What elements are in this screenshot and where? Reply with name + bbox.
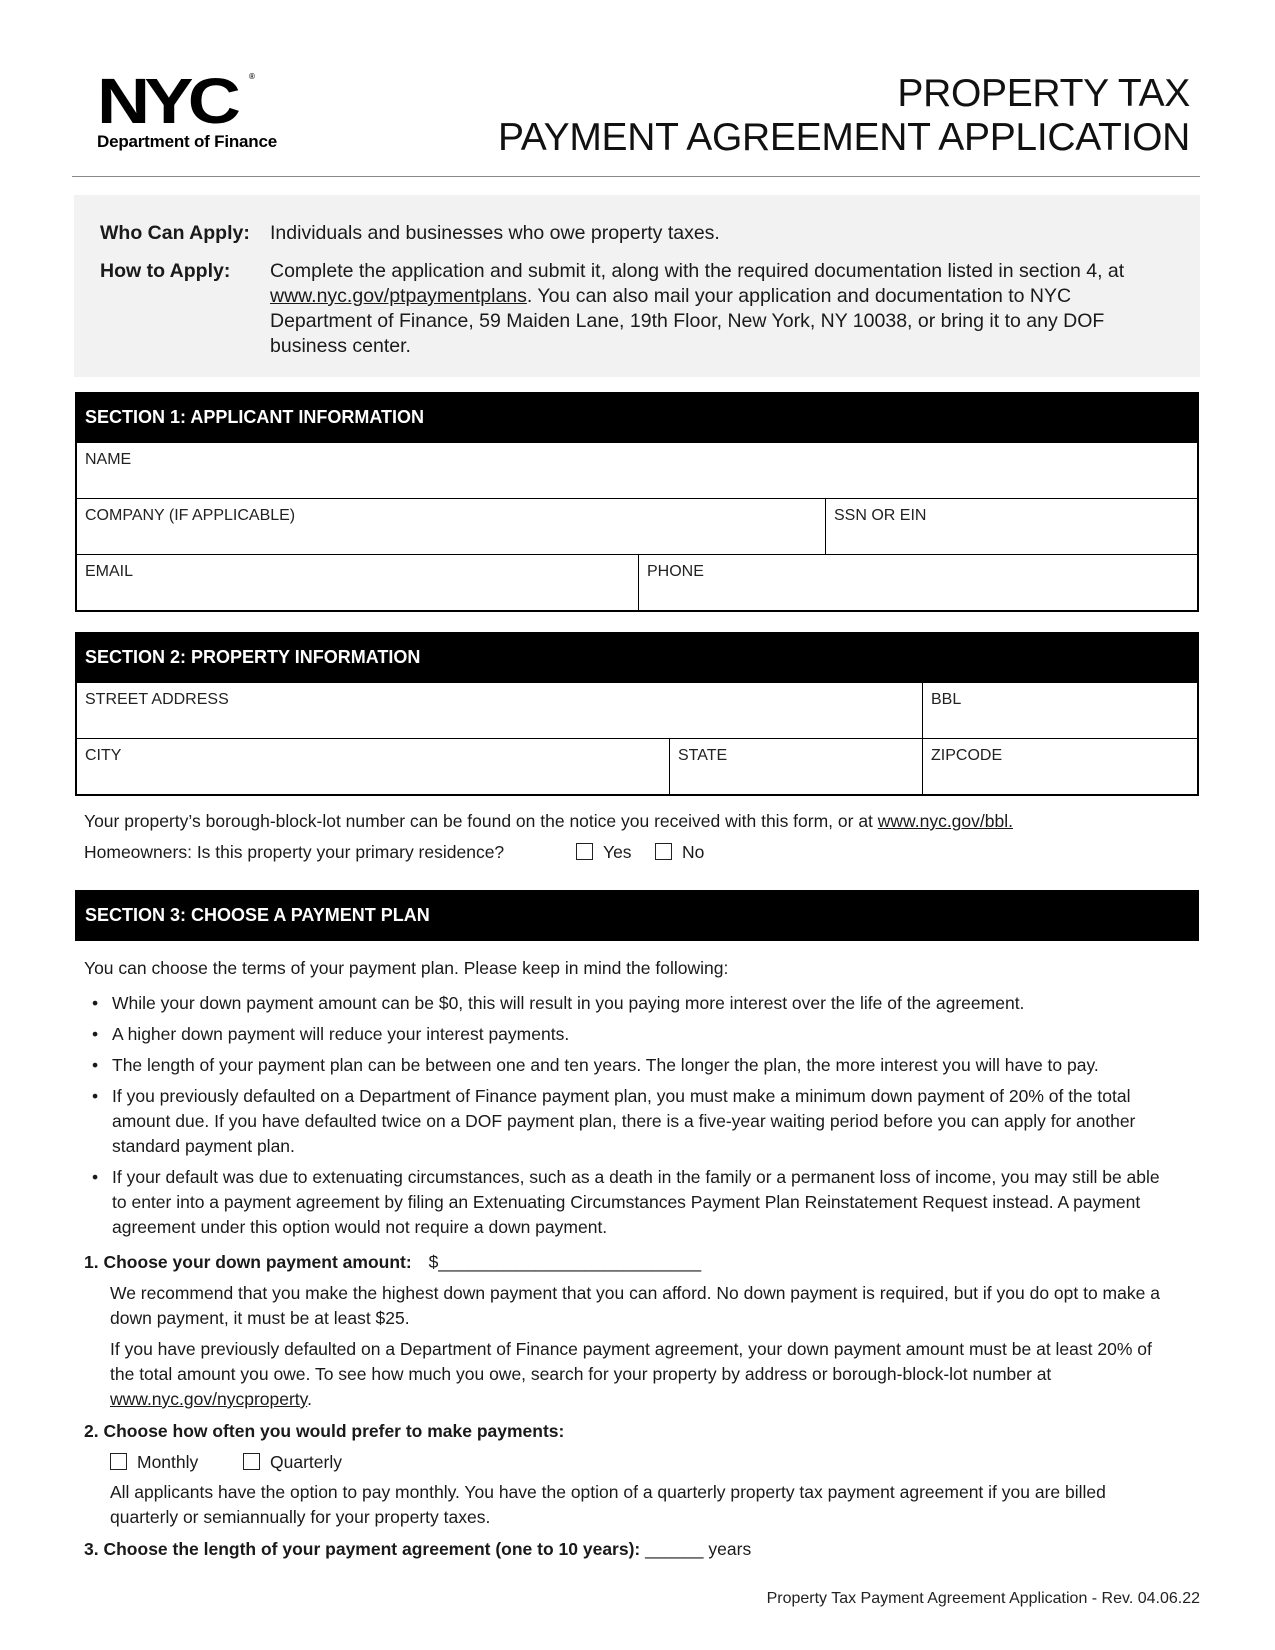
quarterly-checkbox[interactable] xyxy=(243,1453,260,1470)
logo-mark: NYC xyxy=(97,65,236,137)
bbl-link[interactable]: www.nyc.gov/bbl. xyxy=(877,811,1013,831)
question-3-number: 3. xyxy=(84,1539,99,1559)
bbl-field[interactable]: BBL xyxy=(923,683,1197,739)
yes-checkbox[interactable] xyxy=(576,843,593,860)
list-item: • While your down payment amount can be $0, this will result in you paying more interest over the life of the agreement. xyxy=(88,991,1178,1016)
no-checkbox[interactable] xyxy=(655,843,672,860)
list-item: • If you previously defaulted on a Department of Finance payment plan, you must make a minimum down payment of 20% of the total amount due. If you have defaulted twice on a DOF payment plan, there is a five-year waiting period before you can apply for another standard payment plan. xyxy=(88,1084,1178,1159)
applicant-info-grid xyxy=(75,443,1199,612)
monthly-label: Monthly xyxy=(137,1452,199,1472)
ptpaymentplans-link[interactable]: www.nyc.gov/ptpaymentplans xyxy=(270,285,527,307)
logo-subtitle: Department of Finance xyxy=(97,132,277,151)
residence-no-option[interactable] xyxy=(655,840,704,865)
name-field[interactable]: NAME xyxy=(77,443,1197,499)
nycproperty-link[interactable]: www.nyc.gov/nycproperty xyxy=(110,1389,308,1409)
monthly-option[interactable] xyxy=(110,1450,198,1475)
ssn-ein-field[interactable]: SSN OR EIN xyxy=(826,499,1197,555)
section3-heading: SECTION 3: CHOOSE A PAYMENT PLAN xyxy=(75,890,1199,941)
question-2-label: Choose how often you would prefer to make payments: xyxy=(103,1421,565,1441)
question-1-para-1: We recommend that you make the highest down payment that you can afford. No down payment is required, but if you do opt to make a down payment, it must be at least $25. xyxy=(110,1283,1160,1328)
city-field[interactable]: CITY xyxy=(77,739,670,794)
question-1-para-2-end: . xyxy=(307,1389,312,1409)
question-1-para-2-text: If you have previously defaulted on a Department of Finance payment agreement, your down payment amount must be at least 20% of the total amount you owe. To see how much you owe, search for your property by address or borough-block-lot number at xyxy=(110,1339,1152,1384)
how-to-apply-text xyxy=(270,259,1130,359)
state-field[interactable]: STATE xyxy=(670,739,923,794)
down-payment-input[interactable]: $___________________________ xyxy=(428,1252,702,1272)
yes-label: Yes xyxy=(603,842,632,862)
question-1-para-2 xyxy=(110,1337,1160,1412)
question-1-number: 1. xyxy=(84,1252,99,1272)
quarterly-label: Quarterly xyxy=(270,1452,342,1472)
quarterly-option[interactable] xyxy=(243,1450,342,1475)
company-field[interactable]: COMPANY (IF APPLICABLE) xyxy=(77,499,826,555)
phone-field[interactable]: PHONE xyxy=(647,563,704,580)
bbl-note xyxy=(84,809,1013,834)
question-3-label: Choose the length of your payment agreement (one to 10 years): xyxy=(103,1539,641,1559)
question-2-number: 2. xyxy=(84,1421,99,1441)
section3-intro: You can choose the terms of your payment plan. Please keep in mind the following: xyxy=(84,958,729,978)
property-info-grid xyxy=(75,683,1199,796)
intro-box xyxy=(74,195,1200,377)
section2-heading: SECTION 2: PROPERTY INFORMATION xyxy=(75,632,1199,683)
list-item: • If your default was due to extenuating circumstances, such as a death in the family or a permanent loss of income, you may still be able to enter into a payment agreement by filing an Extenuating Circumstances Payment Plan Reinstatement Request instead. A payment agreement under this option would not require a down payment. xyxy=(88,1165,1178,1240)
footer-revision: Property Tax Payment Agreement Application - Rev. 04.06.22 xyxy=(766,1590,1200,1607)
nyc-dof-logo xyxy=(97,65,297,152)
title-line-2: PAYMENT AGREEMENT APPLICATION xyxy=(497,116,1190,159)
email-field[interactable]: EMAIL xyxy=(77,555,639,610)
who-can-apply-label: Who Can Apply: xyxy=(100,222,250,244)
agreement-length-input[interactable]: ______ years xyxy=(645,1539,752,1559)
question-1-label: Choose your down payment amount: xyxy=(103,1252,412,1272)
registered-mark-icon: ® xyxy=(249,72,255,81)
how-to-apply-text-part1: Complete the application and submit it, along with the required documentation listed in section 4, at xyxy=(270,260,1125,282)
residence-question: Homeowners: Is this property your primary residence? xyxy=(84,842,505,862)
zipcode-field[interactable]: ZIPCODE xyxy=(931,747,1003,764)
list-item: • A higher down payment will reduce your interest payments. xyxy=(88,1022,1178,1047)
monthly-checkbox[interactable] xyxy=(110,1453,127,1470)
payment-plan-notes-list xyxy=(88,991,1178,1246)
how-to-apply-text-part2: . You can also mail your application and documentation to NYC Department of Finance, 59 Maiden Lane, 19th Floor, New York, NY 10038, or bring it to any DOF business center. xyxy=(270,285,1105,357)
section1-heading: SECTION 1: APPLICANT INFORMATION xyxy=(75,392,1199,443)
header-divider xyxy=(72,176,1200,177)
question-2-para: All applicants have the option to pay monthly. You have the option of a quarterly property tax payment agreement if you are billed quarterly or semiannually for your property taxes. xyxy=(110,1482,1106,1527)
bbl-note-text: Your property’s borough-block-lot number can be found on the notice you received with this form, or at xyxy=(84,811,878,831)
title-line-1: PROPERTY TAX xyxy=(897,72,1190,115)
street-address-field[interactable]: STREET ADDRESS xyxy=(77,683,923,739)
who-can-apply-text: Individuals and businesses who owe property taxes. xyxy=(270,222,720,244)
how-to-apply-label: How to Apply: xyxy=(100,260,231,282)
no-label: No xyxy=(682,842,705,862)
residence-yes-option[interactable] xyxy=(576,840,632,865)
list-item: • The length of your payment plan can be between one and ten years. The longer the plan, the more interest you will have to pay. xyxy=(88,1053,1178,1078)
question-2 xyxy=(84,1419,564,1444)
page-title xyxy=(498,72,1190,160)
question-3 xyxy=(84,1537,751,1562)
question-1 xyxy=(84,1250,701,1275)
